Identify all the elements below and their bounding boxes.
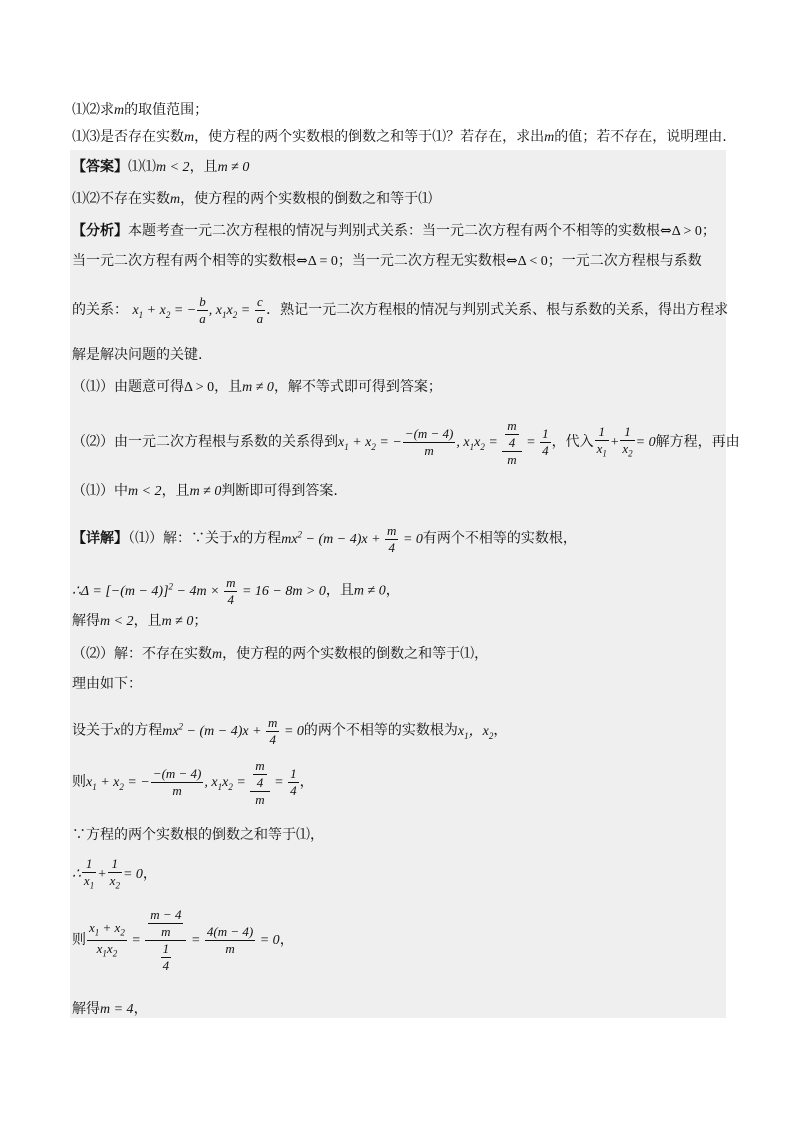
vieta-expression-2: $x_1 + x_2$ = − $\frac{-(m - 4)}{m}$ , $x_1x_2$ = $\frac{\frac{m}{4}}{m}$ = $\frac{1}{4}$ bbox=[86, 757, 297, 807]
question-3 bbox=[72, 128, 727, 147]
q3-var2: m bbox=[544, 130, 555, 145]
analysis-l6-a: （⑵）由一元二次方程根与系数的关系得到 bbox=[72, 434, 338, 450]
analysis-l2-a: 当一元二次方程有两个相等的实数根⇔ bbox=[72, 253, 308, 269]
detail-l3-a: 解得 bbox=[72, 613, 100, 629]
analysis-l1-text: 本题考查一元二次方程根的情况与判别式关系：当一元二次方程有两个不相等的实数根⇔ bbox=[128, 223, 672, 239]
quadratic-equation: $mx^2 - (m - 4)x$ + $\frac{m}{4}$ = 0 bbox=[281, 522, 423, 555]
detail-line-6 bbox=[72, 706, 507, 755]
analysis-line-1 bbox=[72, 222, 716, 241]
discriminant-expression: ∴Δ = $[-(m - 4)]^2 - 4m$ × $\frac{m}{4}$ = 16 − 8m > 0 bbox=[72, 574, 326, 607]
detail-line-2 bbox=[72, 566, 400, 612]
detail-l3-m1: m < 2 bbox=[100, 614, 134, 629]
analysis-line-7 bbox=[72, 482, 338, 501]
analysis-line-6 bbox=[72, 412, 740, 477]
fraction-sum: $\frac{-(m - 4)}{m}$ bbox=[404, 426, 454, 459]
answer-p2-suffix: ，使方程的两个实数根的倒数之和等于⑴ bbox=[180, 191, 433, 207]
analysis-l5-m1: Δ > 0 bbox=[184, 380, 215, 395]
fraction-one-quarter: $\frac{1}{4}$ bbox=[542, 426, 549, 459]
detail-l6-b: 的方程 bbox=[120, 722, 163, 739]
detail-line-7 bbox=[72, 752, 314, 817]
reciprocal-sum-fraction: $\frac{x_1 + x_2}{x_1x_2}$ = $\frac{\frac{m - 4}{m}}{\frac{1}{4}}$ = $\frac{4(m - 4)}{m}$ = 0 bbox=[89, 907, 280, 974]
detail-l9-end: ， bbox=[142, 866, 157, 882]
detail-l1-b: ∵关于 bbox=[191, 530, 233, 547]
analysis-l5-m2: m ≠ 0 bbox=[242, 380, 274, 395]
analysis-l2-m1: Δ = 0 bbox=[307, 254, 338, 269]
q3-mid: ，使方程的两个实数根的倒数之和等于⑴？若存在，求出 bbox=[194, 129, 545, 145]
detail-l7-end: ， bbox=[299, 774, 314, 790]
answer-line-1 bbox=[72, 158, 249, 177]
fraction-b-over-a: $\frac{b}{a}$ bbox=[199, 294, 206, 327]
detail-l2-c: ， bbox=[385, 582, 400, 599]
detail-l11-m: m = 4 bbox=[100, 1002, 134, 1017]
detail-line-5 bbox=[72, 675, 142, 693]
answer-p2-prefix: ⑴⑵不存在实数 bbox=[72, 191, 170, 207]
detail-l7-a: 则 bbox=[72, 774, 86, 790]
question-2 bbox=[72, 101, 208, 120]
detail-l3-m2: m ≠ 0 bbox=[161, 614, 194, 629]
q2-var: m bbox=[114, 103, 125, 118]
detail-l1-c: 的方程 bbox=[239, 530, 282, 547]
analysis-l5-a: （⑴）由题意可得 bbox=[72, 379, 184, 395]
analysis-line-2 bbox=[72, 252, 702, 271]
q2-prefix: ⑴⑵求 bbox=[72, 102, 114, 118]
detail-l4-a: （⑵）解：不存在实数 bbox=[72, 646, 212, 662]
roots-x1-x2: $x_1$，$x_2$ bbox=[457, 723, 494, 741]
analysis-l6-b: ，代入 bbox=[551, 434, 594, 450]
detail-l3-c: ； bbox=[193, 613, 208, 629]
detail-line-8 bbox=[72, 826, 324, 844]
analysis-l7-m1: m < 2 bbox=[128, 484, 162, 499]
analysis-l7-a: （⑴）中 bbox=[72, 483, 128, 499]
detail-l4-var: m bbox=[212, 647, 223, 662]
answer-p1-prefix: ⑴⑴ bbox=[128, 159, 156, 175]
vieta-formula: $x_1 + x_2$ = − $\frac{b}{a}$ , $x_1x_2$ = $\frac{c}{a}$ bbox=[132, 294, 264, 327]
detail-l10-end: ， bbox=[279, 932, 294, 948]
quadratic-equation-2: $mx^2 - (m - 4)x$ + $\frac{m}{4}$ = 0 bbox=[162, 714, 304, 747]
detail-l1-x: x bbox=[233, 531, 240, 547]
analysis-l6-c: 解方程，再由 bbox=[655, 434, 740, 450]
detail-l2-b: ，且 bbox=[325, 582, 354, 599]
detail-l10-a: 则 bbox=[72, 932, 86, 948]
detail-l1-d: 有两个不相等的实数根， bbox=[422, 530, 577, 547]
analysis-line-5 bbox=[72, 378, 442, 397]
detail-line-10 bbox=[72, 904, 294, 977]
analysis-l1-math: Δ > 0 bbox=[671, 224, 702, 239]
analysis-l2-c: ；一元二次方程根与系数 bbox=[547, 253, 702, 269]
detail-l6-c: 的两个不相等的实数根为 bbox=[303, 722, 458, 739]
reciprocal-sum-equation: $\frac{1}{x_1}$ + $\frac{1}{x_2}$ = 0 bbox=[594, 435, 656, 450]
answer-label: 【答案】 bbox=[72, 159, 128, 175]
detail-line-3 bbox=[72, 612, 207, 631]
analysis-line-3 bbox=[72, 290, 728, 335]
analysis-l7-m2: m ≠ 0 bbox=[189, 484, 222, 499]
detail-line-1 bbox=[72, 514, 577, 560]
detail-line-11 bbox=[72, 1000, 148, 1019]
analysis-l5-b: ，且 bbox=[214, 379, 243, 395]
vieta-expression: $x_1 + x_2$ = − $\frac{-(m - 4)}{m}$ , $x_1x_2$ = $\frac{\frac{m}{4}}{m}$ = $\frac{1}{4}$ bbox=[338, 417, 549, 467]
analysis-l7-b: ，且 bbox=[161, 483, 190, 499]
detail-l6-a: 设关于 bbox=[72, 722, 114, 739]
reciprocal-sum-zero: ∴ $\frac{1}{x_1}$ + $\frac{1}{x_2}$ = 0 bbox=[72, 867, 143, 882]
analysis-line-4 bbox=[72, 346, 202, 364]
answer-line-2 bbox=[72, 190, 432, 209]
q3-suffix: 的值；若不存在，说明理由. bbox=[554, 129, 727, 145]
detail-l8: ∵方程的两个实数根的倒数之和等于⑴， bbox=[72, 827, 324, 843]
answer-p1-math2: m ≠ 0 bbox=[217, 160, 250, 175]
detail-l1-a: （⑴）解： bbox=[128, 530, 191, 547]
fraction-product: $\frac{\frac{m}{4}}{m}$ bbox=[502, 418, 521, 468]
q3-prefix: ⑴⑶是否存在实数 bbox=[72, 129, 184, 145]
detail-l5: 理由如下： bbox=[72, 676, 142, 692]
detail-l4-b: ，使方程的两个实数根的倒数之和等于⑴， bbox=[222, 646, 489, 662]
analysis-l2-m2: Δ < 0 bbox=[517, 254, 548, 269]
analysis-label: 【分析】 bbox=[72, 223, 128, 239]
q3-var: m bbox=[184, 130, 195, 145]
detail-label: 【详解】 bbox=[72, 530, 128, 547]
detail-l6-x: x bbox=[114, 723, 121, 739]
fraction-c-over-a: $\frac{c}{a}$ bbox=[256, 294, 264, 327]
q2-suffix: 的取值范围； bbox=[124, 102, 209, 118]
answer-p2-var: m bbox=[170, 192, 181, 207]
detail-l3-b: ，且 bbox=[133, 613, 162, 629]
detail-l2-m: m ≠ 0 bbox=[353, 583, 386, 599]
detail-l11-a: 解得 bbox=[72, 1001, 100, 1017]
answer-p1-math: m < 2 bbox=[156, 160, 190, 175]
detail-line-4 bbox=[72, 645, 488, 664]
analysis-l3-a: 的关系： bbox=[72, 302, 128, 318]
analysis-l7-c: 判断即可得到答案. bbox=[221, 483, 338, 499]
detail-l11-end: ， bbox=[133, 1001, 148, 1017]
analysis-l4: 解是解决问题的关键. bbox=[72, 347, 203, 363]
analysis-l2-b: ；当一元二次方程无实数根⇔ bbox=[337, 253, 518, 269]
analysis-l5-c: ，解不等式即可得到答案； bbox=[273, 379, 442, 395]
analysis-l3-b: ．熟记一元二次方程根的情况与判别式关系、根与系数的关系，得出方程求 bbox=[266, 302, 729, 318]
answer-p1-mid: ，且 bbox=[189, 159, 218, 175]
analysis-l1-end: ； bbox=[701, 223, 716, 239]
detail-l6-end: ， bbox=[493, 722, 508, 739]
detail-line-9 bbox=[72, 854, 157, 895]
